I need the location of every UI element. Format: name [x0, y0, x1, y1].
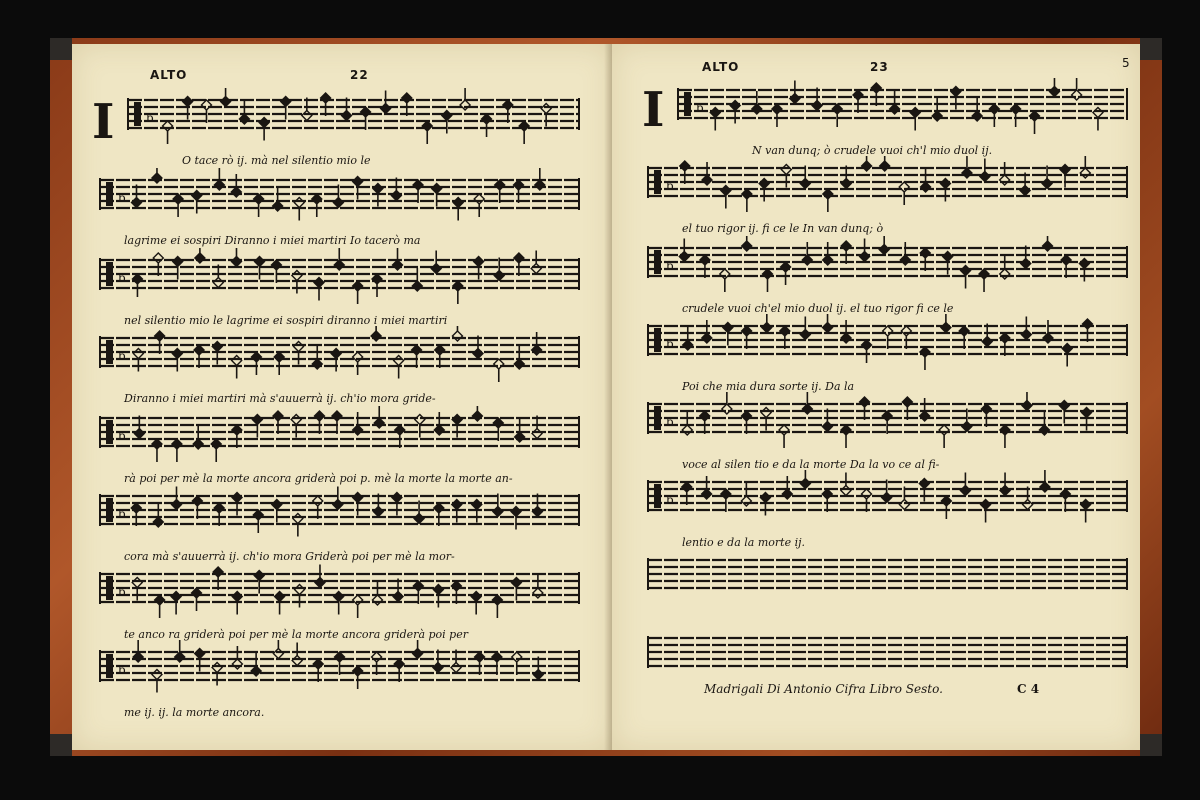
music-staff — [96, 326, 584, 386]
lyric-line: voce al silen tio e da la morte Da la vo ce al fi- — [682, 458, 940, 471]
part-label: ALTO — [702, 60, 740, 74]
lyric-line: cora mà s'auuerrà ij. ch'io mora Griderà poi per mè la mor- — [124, 550, 455, 563]
svg-text:b: b — [118, 663, 126, 677]
corner-protector — [1140, 38, 1162, 60]
lyric-line: rà poi per mè la morte ancora griderà poi p. mè la morte la morte an- — [124, 472, 513, 485]
svg-text:b: b — [696, 101, 704, 115]
page-number: 23 — [870, 60, 889, 74]
svg-text:b: b — [666, 493, 674, 507]
lyric-line: N van dunq; ò crudele vuoi ch'l mio duol ij. — [752, 144, 993, 157]
music-staff — [644, 470, 1132, 530]
corner-protector — [50, 734, 72, 756]
svg-text:b: b — [118, 271, 126, 285]
part-label: ALTO — [150, 68, 188, 82]
music-staff — [644, 392, 1132, 452]
music-staff — [96, 484, 584, 544]
svg-text:b: b — [146, 111, 154, 125]
svg-text:b: b — [118, 191, 126, 205]
lyric-line: Diranno i miei martiri mà s'auuerrà ij. ch'io mora gride- — [124, 392, 436, 405]
lyric-line: nel silentio mio le lagrime ei sospiri diranno i miei martiri — [124, 314, 448, 327]
svg-text:b: b — [666, 259, 674, 273]
corner-protector — [1140, 734, 1162, 756]
signature-mark: C 4 — [1017, 682, 1040, 696]
svg-text:b: b — [118, 507, 126, 521]
left-page — [72, 44, 612, 750]
lyric-line: te anco ra griderà poi per mè la morte ancora griderà poi per — [124, 628, 468, 641]
page-number: 22 — [350, 68, 369, 82]
svg-text:b: b — [118, 429, 126, 443]
music-staff — [644, 626, 1132, 686]
svg-text:b: b — [118, 349, 126, 363]
music-staff — [96, 406, 584, 466]
music-staff — [124, 88, 584, 148]
music-staff — [96, 248, 584, 308]
music-staff — [96, 562, 584, 622]
footer-title: Madrigali Di Antonio Cifra Libro Sesto. — [704, 682, 943, 696]
lyric-line: Poi che mia dura sorte ij. Da la — [682, 380, 855, 393]
lyric-line: me ij. ij. la morte ancora. — [124, 706, 265, 719]
signature-number: 5 — [1122, 56, 1131, 70]
music-staff — [674, 78, 1132, 138]
lyric-line: crudele vuoi ch'el mio duol ij. el tuo rigor fi ce le — [682, 302, 954, 315]
initial-letter: I — [642, 82, 665, 138]
music-staff — [644, 236, 1132, 296]
svg-text:b: b — [666, 179, 674, 193]
lyric-line: lentio e da la morte ij. — [682, 536, 806, 549]
corner-protector — [50, 38, 72, 60]
music-staff — [644, 314, 1132, 374]
lyric-line: O tace rò ij. mà nel silentio mio le — [182, 154, 371, 167]
svg-text:b: b — [118, 585, 126, 599]
lyric-line: el tuo rigor ij. fi ce le In van dunq; ò — [682, 222, 884, 235]
lyric-line: lagrime ei sospiri Diranno i miei martiri Io tacerò ma — [124, 234, 421, 247]
music-staff — [96, 168, 584, 228]
music-staff — [644, 156, 1132, 216]
right-page — [612, 44, 1140, 750]
initial-letter: I — [92, 94, 115, 150]
svg-text:b: b — [666, 337, 674, 351]
music-staff — [96, 640, 584, 700]
svg-text:b: b — [666, 415, 674, 429]
music-staff — [644, 548, 1132, 608]
